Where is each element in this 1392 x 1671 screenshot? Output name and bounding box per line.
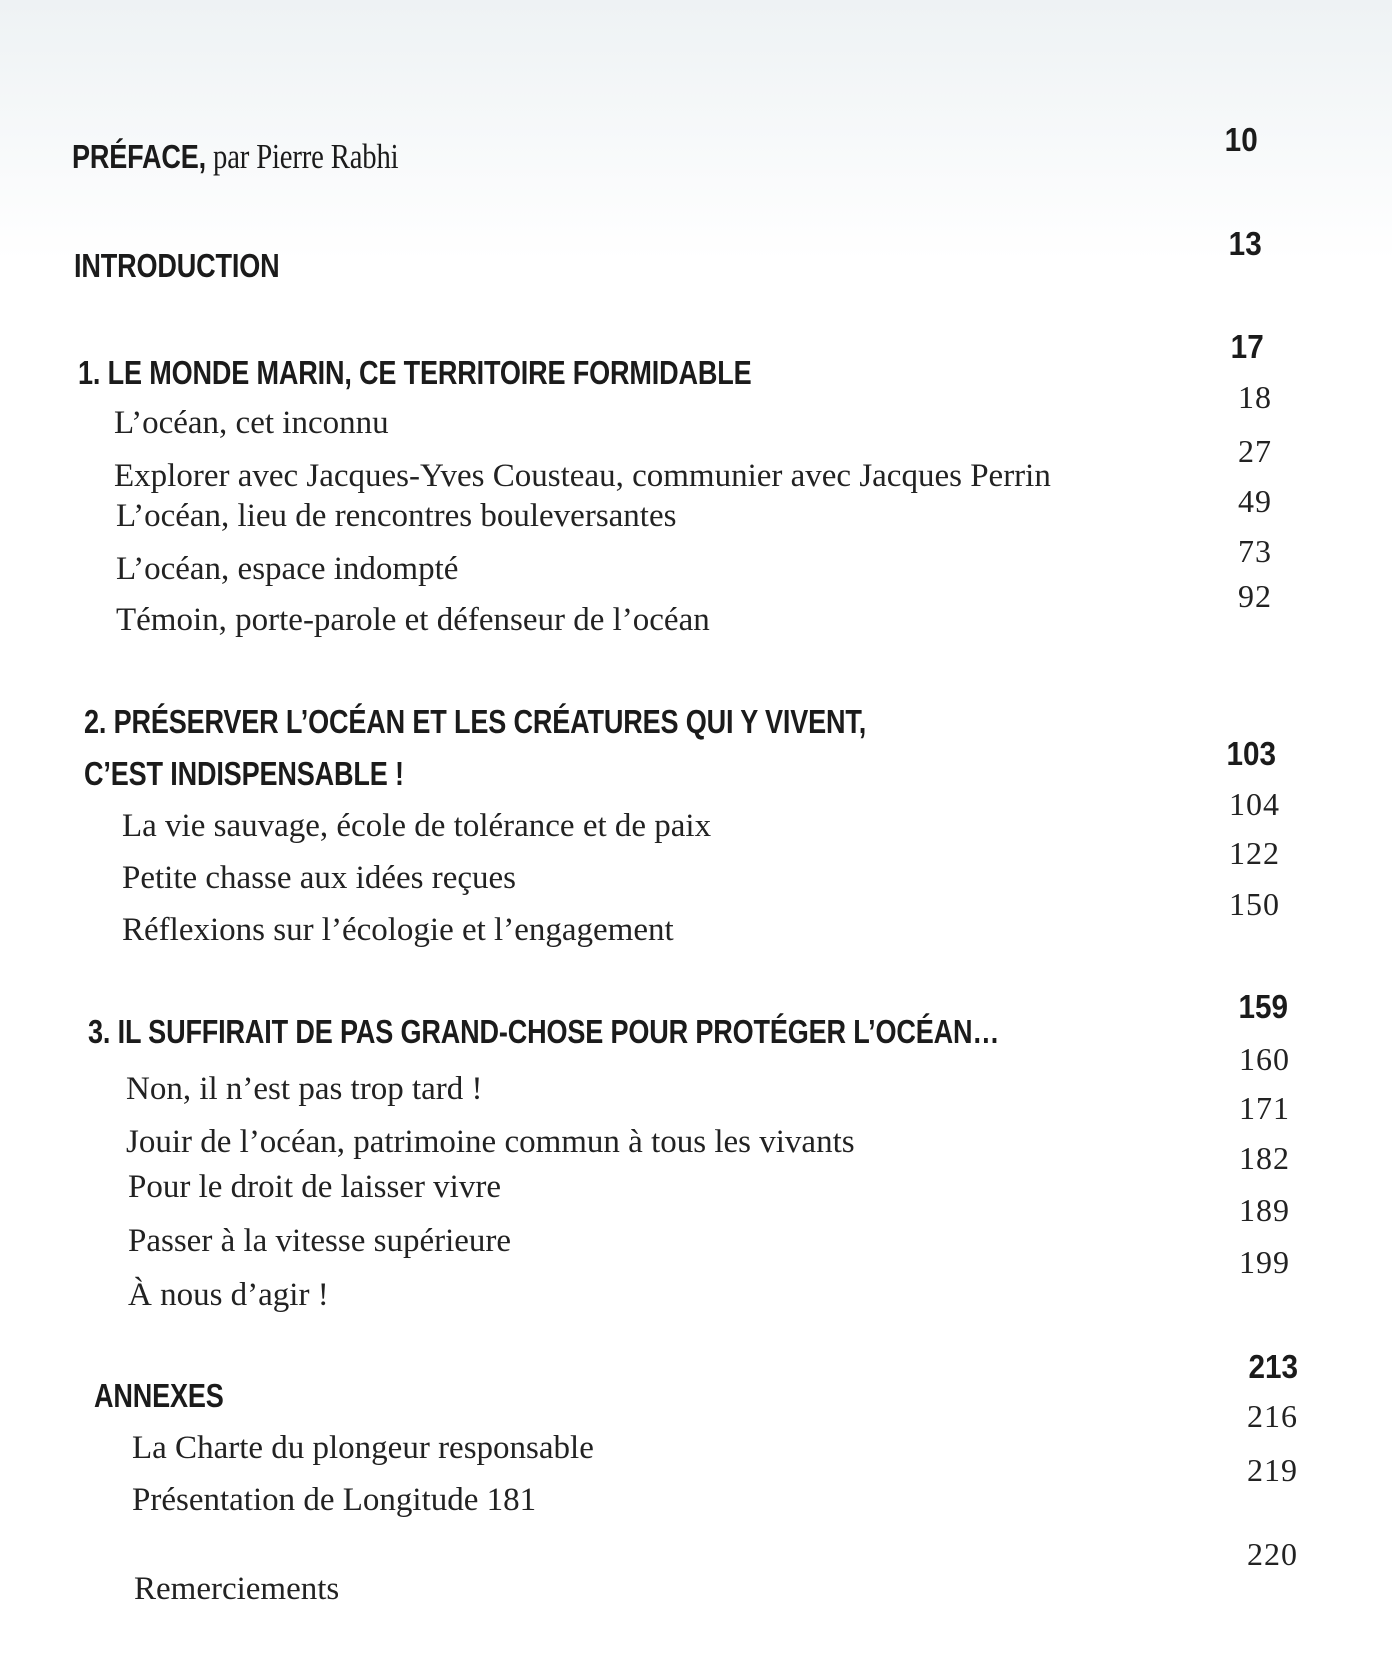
toc-item-page	[0, 1041, 1392, 1078]
toc-item-label: Passer à la vitesse supérieure	[128, 1223, 512, 1259]
toc-chapter-1-page	[0, 328, 1392, 366]
toc-item-page	[0, 1090, 1392, 1127]
toc-item-page-number: 92	[1238, 578, 1272, 614]
toc-item	[0, 1430, 1392, 1467]
toc-item-page	[0, 1192, 1392, 1229]
toc-item-page	[0, 1244, 1392, 1281]
annexes-page-number: 213	[1248, 1348, 1298, 1385]
toc-item-page-number: 27	[1238, 433, 1272, 469]
toc-item	[0, 1277, 1392, 1314]
toc-item-page-number: 219	[1247, 1452, 1298, 1488]
toc-item-label: Réflexions sur l’écologie et l’engagement	[122, 912, 674, 948]
toc-item-page-number: 104	[1229, 786, 1280, 822]
toc-item-label: L’océan, lieu de rencontres bouleversantes	[116, 498, 677, 534]
toc-item	[0, 1223, 1392, 1260]
toc-item	[0, 808, 1392, 845]
toc-item-page-number: 49	[1238, 483, 1272, 519]
toc-item-label: Non, il n’est pas trop tard !	[126, 1071, 483, 1107]
toc-chapter-1	[0, 354, 1392, 392]
introduction-title: INTRODUCTION	[74, 247, 280, 284]
toc-item-page	[0, 433, 1392, 470]
chapter-2-title-line-2: C’EST INDISPENSABLE !	[84, 755, 404, 792]
toc-item-label: Témoin, porte-parole et défenseur de l’océan	[116, 602, 710, 638]
preface-page-number: 10	[1224, 121, 1258, 158]
toc-item-label: L’océan, cet inconnu	[114, 405, 389, 441]
toc-item-label: La vie sauvage, école de tolérance et de paix	[122, 808, 712, 844]
toc-item-label: Petite chasse aux idées reçues	[122, 860, 517, 896]
toc-chapter-3	[0, 1013, 1392, 1051]
toc-item-page	[0, 1398, 1392, 1435]
toc-item-page-number: 216	[1247, 1398, 1298, 1434]
toc-chapter-2-page	[0, 735, 1392, 773]
toc-item-label: Explorer avec Jacques-Yves Cousteau, communier avec Jacques Perrin	[114, 458, 1051, 494]
toc-item-page	[0, 786, 1392, 823]
toc-item-page-number: 160	[1239, 1041, 1290, 1077]
toc-item-label: Présentation de Longitude 181	[132, 1482, 537, 1518]
toc-item	[0, 860, 1392, 897]
acknowledgements-page-number: 220	[1247, 1536, 1298, 1572]
chapter-3-title: 3. IL SUFFIRAIT DE PAS GRAND-CHOSE POUR PROTÉGER L’OCÉAN…	[88, 1013, 1000, 1050]
toc-acknowledgements	[0, 1571, 1392, 1608]
toc-chapter-2	[0, 703, 1392, 741]
toc-item-page-number: 171	[1239, 1090, 1290, 1126]
toc-item-page-number: 182	[1239, 1140, 1290, 1176]
toc-item-page-number: 73	[1238, 533, 1272, 569]
toc-acknowledgements-page	[0, 1536, 1392, 1573]
chapter-1-title: 1. LE MONDE MARIN, CE TERRITOIRE FORMIDABLE	[78, 354, 752, 391]
toc-item-page	[0, 886, 1392, 923]
preface-label: PRÉFACE,	[72, 138, 207, 175]
toc-item	[0, 912, 1392, 949]
toc-item-page-number: 122	[1229, 835, 1280, 871]
toc-item	[0, 602, 1392, 639]
page-tint	[0, 0, 1392, 260]
toc-item-page	[0, 1452, 1392, 1489]
toc-chapter-2-line-2	[0, 755, 1392, 793]
toc-item	[0, 1169, 1392, 1206]
toc-entry-introduction	[0, 247, 1392, 285]
preface-author: par Pierre Rabhi	[206, 137, 399, 176]
toc-item-page-number: 18	[1238, 379, 1272, 415]
toc-item-label: Jouir de l’océan, patrimoine commun à tous les vivants	[126, 1124, 855, 1160]
toc-entry-introduction-page	[0, 225, 1392, 263]
chapter-3-page-number: 159	[1238, 988, 1288, 1025]
chapter-2-page-number: 103	[1226, 735, 1276, 772]
annexes-title: ANNEXES	[94, 1377, 224, 1414]
toc-item-page	[0, 578, 1392, 615]
toc-annexes-page	[0, 1348, 1392, 1386]
toc-item-page-number: 189	[1239, 1192, 1290, 1228]
toc-item-label: La Charte du plongeur responsable	[132, 1430, 594, 1466]
toc-chapter-3-page	[0, 988, 1392, 1026]
toc-item	[0, 458, 1392, 495]
toc-item-page	[0, 835, 1392, 872]
toc-item	[0, 405, 1392, 442]
toc-item	[0, 1482, 1392, 1519]
chapter-1-page-number: 17	[1230, 328, 1264, 365]
chapter-2-title-line-1: 2. PRÉSERVER L’OCÉAN ET LES CRÉATURES QUI Y VIVENT,	[84, 703, 867, 740]
toc-item-page-number: 150	[1229, 886, 1280, 922]
toc-item-page-number: 199	[1239, 1244, 1290, 1280]
preface-title	[72, 137, 398, 177]
introduction-page-number: 13	[1228, 225, 1262, 262]
toc-item-label: Pour le droit de laisser vivre	[128, 1169, 501, 1205]
toc-item-label: L’océan, espace indompté	[116, 551, 459, 587]
toc-item-page	[0, 379, 1392, 416]
acknowledgements-label: Remerciements	[134, 1571, 340, 1607]
toc-item-label: À nous d’agir !	[128, 1277, 329, 1313]
toc-annexes	[0, 1377, 1392, 1415]
